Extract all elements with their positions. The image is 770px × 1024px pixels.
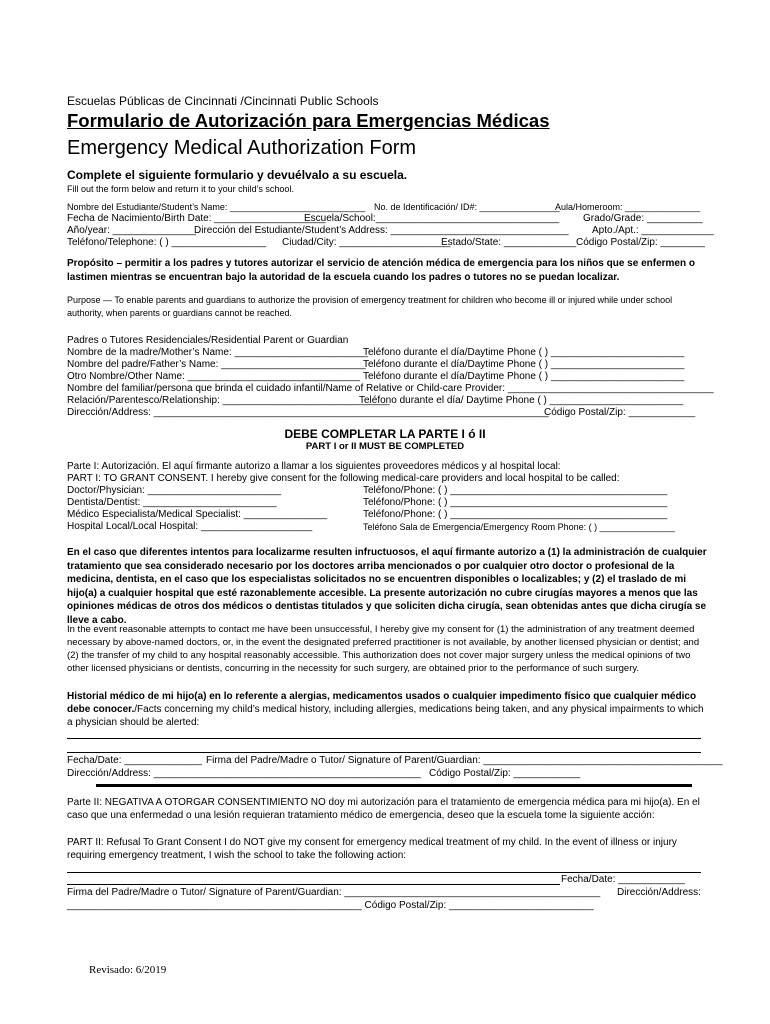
part1-signature-field[interactable]: Firma del Padre/Madre o Tutor/ Signature of Parent/Guardian: ___________________________________________ [206,755,723,766]
section-divider [96,784,692,787]
relationship-row [67,395,702,407]
school-name: Escuelas Públicas de Cincinnati /Cincinnati Public Schools [67,94,379,108]
doctor-row [67,485,702,497]
consent-english: In the event reasonable attempts to contact me have been unsuccessful, I hereby give my consent for (1) the administration of any treatment deemed necessary by above-named doctors, or, in the event the designated preferred practitioner is not available, by another licensed physician or dentist; and (2) the transfer of my child to any hospital reasonably accessible. This authorization does not cover major surgery unless the medical opinions of two other licensed physicians or dentists, concurring in the necessity for such surgery, are obtained prior to the performance of such surgery. [67,624,700,674]
other-row [67,371,702,383]
part2-date-row [67,874,702,886]
action-line-2[interactable] [67,884,560,885]
part2-address-row [67,900,702,912]
instruction-spanish: Complete el siguiente formulario y devuélvalo a su escuela. [67,168,408,182]
other-name-field[interactable]: Otro Nombre/Other Name: _______________________________ [67,371,360,382]
mother-name-field[interactable]: Nombre de la madre/Mother’s Name: ________________________ [67,347,368,358]
part2-intro-english: PART II: Refusal To Grant Consent I do NOT give my consent for emergency medical treatment of my child. In the event of illness or injury requiring emergency treatment, I wish the school to take the following action: [67,837,677,861]
doctor-phone-field[interactable]: Teléfono/Phone: ( ) _______________________________________ [363,485,668,496]
part2-signature-field[interactable]: Firma del Padre/Madre o Tutor/ Signature of Parent/Guardian: ______________________________________________ [67,887,601,898]
year-field[interactable]: Año/year: _______________ [67,225,197,236]
consent-spanish: En el caso que diferentes intentos para localizarme resulten infructuosos, el aquí firmante autorizo a (1) la administración de cualquier tratamiento que sea considerado necesario por los doctores arriba mencionados o por cualquier otro doctor o profesional de la medicina, dentista, en el caso que los especialistas solicitados no se encuentren disponibles o localizables; y (2) el traslado de mi hijo(a) a cualquier hospital que esté razonablemente accesible. La presente autorización no cubre cirugías mayores a menos que las opiniones médicas de otros dos médicos o dentistas titulados y que soliciten dicha cirugía, sean obtenidas antes que dicha cirugía se lleve a cabo. [67,547,707,626]
student-row-1 [67,201,702,213]
student-row-3 [67,225,714,237]
history-line-2[interactable] [67,752,701,753]
father-row [67,359,702,371]
part1-date-field[interactable]: Fecha/Date: ______________ [67,755,203,766]
specialist-phone-field[interactable]: Teléfono/Phone: ( ) _______________________________________ [363,509,668,520]
student-row-2 [67,213,702,225]
part1-intro-spanish: Parte I: Autorización. El aquí firmante autorizo a llamar a los siguientes proveedores médicos y al hospital local: [67,461,561,472]
mother-phone-field[interactable]: Teléfono durante el día/Daytime Phone ( ) ________________________ [363,347,685,358]
action-line-1[interactable] [67,872,701,873]
specialist-row [67,509,702,521]
revised-date: Revisado: 6/2019 [89,964,167,976]
hospital-row [67,521,702,533]
address-field[interactable]: Dirección del Estudiante/Student’s Address: ________________________________ [194,225,569,236]
section-title-english: PART I or II MUST BE COMPLETED [305,441,465,452]
dentist-phone-field[interactable]: Teléfono/Phone: ( ) _______________________________________ [363,497,668,508]
other-phone-field[interactable]: Teléfono durante el día/Daytime Phone ( ) ________________________ [363,371,685,382]
student-name-field[interactable]: Nombre del Estudiante/Student’s Name: ___________________________ [67,202,366,212]
relative-field[interactable]: Nombre del familiar/persona que brinda el cuidado infantil/Name of Relative or Child-care Provider: _____________________________________ [67,383,714,394]
relationship-field[interactable]: Relación/Parentesco/Relationship: ______________________________ [67,395,390,406]
part1-address-field[interactable]: Dirección/Address: ________________________________________________ [67,768,421,779]
state-field[interactable]: Estado/State: _____________ [441,237,577,248]
section-title-spanish: DEBE COMPLETAR LA PARTE I ó II [284,427,486,441]
doctor-field[interactable]: Doctor/Physician: ________________________ [67,485,282,496]
apt-field[interactable]: Apto./Apt.: _____________ [592,225,714,236]
part1-address-row [67,768,702,780]
homeroom-field[interactable]: Aula/Homeroom: _______________ [555,202,701,212]
instruction-english: Fill out the form below and return it to your child’s school. [67,184,294,194]
hospital-phone-field[interactable]: Teléfono Sala de Emergencia/Emergency Room Phone: ( ) _______________ [363,522,675,532]
medical-history-spanish: Historial médico de mi hijo(a) en lo referente a alergias, medicamentos usados o cualquier impedimento físico que cualquier médico debe conocer. [67,691,697,715]
grade-field[interactable]: Grado/Grade: __________ [583,213,703,224]
purpose-english: Purpose — To enable parents and guardians to authorize the provision of emergency treatment for children who become ill or injured while under school authority, when parents or guardians cannot be reached. [67,295,673,318]
zip-field[interactable]: Código Postal/Zip: ________ [576,237,705,248]
telephone-field[interactable]: Teléfono/Telephone: ( ) _________________ [67,237,267,248]
part2-intro-spanish: Parte II: NEGATIVA A OTORGAR CONSENTIMIENTO NO doy mi autorización para el tratamiento de emergencia médica para mi hijo(a). En el caso que una enfermedad o una lesión requieran tratamiento médico de emergencia, deseo que la escuela tome la siguiente acción: [67,797,700,821]
specialist-field[interactable]: Médico Especialista/Medical Specialist: _______________ [67,509,328,520]
part2-signature-row [67,887,702,899]
birth-date-field[interactable]: Fecha de Nacimiento/Birth Date: ____________________ [67,213,326,224]
student-id-field[interactable]: No. de Identificación/ ID#: ________________ [374,202,560,212]
guardian-zip-field[interactable]: Código Postal/Zip: ____________ [544,407,696,418]
form-title-spanish: Formulario de Autorización para Emergencias Médicas [67,110,550,131]
father-phone-field[interactable]: Teléfono durante el día/Daytime Phone ( ) ________________________ [363,359,685,370]
student-row-4 [67,237,705,249]
father-name-field[interactable]: Nombre del padre/Father’s Name: __________________________ [67,359,366,370]
part1-zip-field[interactable]: Código Postal/Zip: ____________ [429,768,581,779]
city-field[interactable]: Ciudad/City: ____________________ [282,237,451,248]
medical-history-english: /Facts concerning my child’s medical history, including allergies, medications being taken, and any physical impairments to which a physician should be alerted: [67,704,704,728]
relationship-phone-field[interactable]: Teléfono durante el día/ Daytime Phone ( ) ________________________ [359,395,684,406]
guardian-address-row [67,407,702,419]
part1-signature-row [67,755,723,767]
part2-zip-field[interactable]: _____________________________________________________ Código Postal/Zip: __________________________ [67,900,594,911]
part2-date-field[interactable]: Fecha/Date: ____________ [561,874,685,885]
guardian-address-field[interactable]: Dirección/Address: _______________________________________________________________________ [67,407,549,418]
guardian-heading: Padres o Tutores Residenciales/Residential Parent or Guardian [67,335,349,346]
dentist-row [67,497,702,509]
mother-row [67,347,702,359]
dentist-field[interactable]: Dentista/Dentist: ________________________ [67,497,277,508]
medical-history-label [67,690,707,729]
form-title-english: Emergency Medical Authorization Form [67,137,417,159]
hospital-field[interactable]: Hospital Local/Local Hospital: ____________________ [67,521,313,532]
part2-address-label[interactable]: Dirección/Address: [617,887,701,898]
history-line-1[interactable] [67,738,701,739]
school-field[interactable]: Escuela/School:_________________________________ [304,213,560,224]
part1-intro-english: PART I: TO GRANT CONSENT. I hereby give consent for the following medical-care providers and local hospital to be called: [67,473,620,484]
purpose-spanish: Propósito – permitir a los padres y tutores autorizar el servicio de atención médica de emergencia para los niños que se enfermen o lastimen mientras se encuentran bajo la autoridad de la escuela cuando los padres o tutores no se puedan localizar. [67,258,695,283]
